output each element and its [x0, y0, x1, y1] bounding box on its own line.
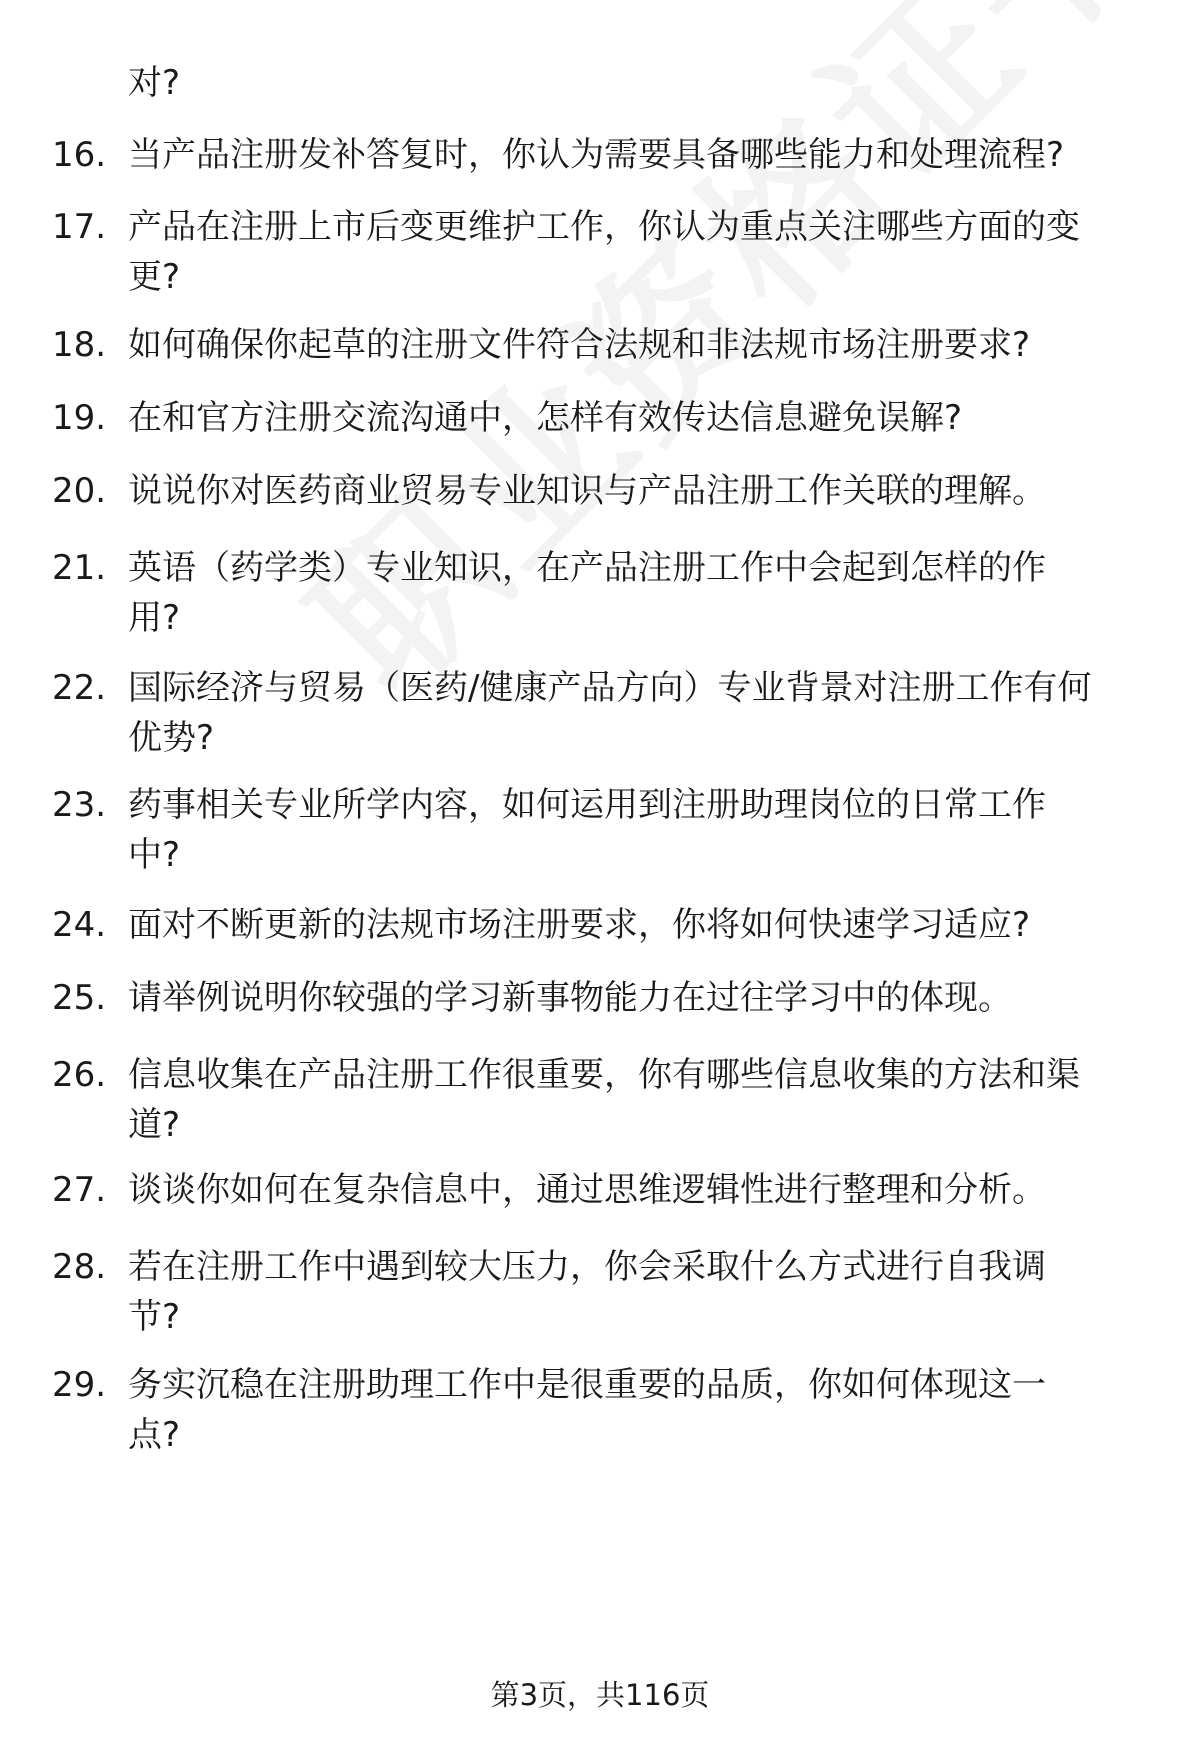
- question-number: 27.: [52, 1170, 107, 1210]
- question-text: 谈谈你如何在复杂信息中，通过思维逻辑性进行整理和分析。: [128, 1170, 1046, 1210]
- question-number: 29.: [52, 1365, 107, 1405]
- question-text: 若在注册工作中遇到较大压力，你会采取什么方式进行自我调 节?: [128, 1247, 1046, 1337]
- question-number: 16.: [52, 135, 107, 175]
- question-number: 24.: [52, 905, 107, 945]
- question-text: 请举例说明你较强的学习新事物能力在过往学习中的体现。: [128, 978, 1012, 1018]
- question-text: 在和官方注册交流沟通中，怎样有效传达信息避免误解?: [128, 398, 963, 438]
- page-footer: 第3页，共116页: [490, 1678, 710, 1712]
- question-number: 25.: [52, 978, 107, 1018]
- question-number: 28.: [52, 1247, 107, 1287]
- question-number: 23.: [52, 785, 107, 825]
- question-text: 务实沉稳在注册助理工作中是很重要的品质，你如何体现这一 点?: [128, 1365, 1046, 1455]
- question-text: 说说你对医药商业贸易专业知识与产品注册工作关联的理解。: [128, 471, 1046, 511]
- question-text: 药事相关专业所学内容，如何运用到注册助理岗位的日常工作 中?: [128, 785, 1046, 875]
- question-number: 21.: [52, 548, 107, 588]
- question-number: 19.: [52, 398, 107, 438]
- question-number: 17.: [52, 207, 107, 247]
- question-number: 26.: [52, 1055, 107, 1095]
- question-text: 英语（药学类）专业知识，在产品注册工作中会起到怎样的作 用?: [128, 548, 1046, 638]
- question-text: 国际经济与贸易（医药/健康产品方向）专业背景对注册工作有何 优势?: [128, 668, 1092, 758]
- continuation-text: 对?: [128, 63, 181, 103]
- question-text: 面对不断更新的法规市场注册要求，你将如何快速学习适应?: [128, 905, 1031, 945]
- question-text: 如何确保你起草的注册文件符合法规和非法规市场注册要求?: [128, 325, 1031, 365]
- question-number: 22.: [52, 668, 107, 708]
- question-number: 18.: [52, 325, 107, 365]
- question-text: 信息收集在产品注册工作很重要，你有哪些信息收集的方法和渠 道?: [128, 1055, 1080, 1145]
- question-text: 当产品注册发补答复时，你认为需要具备哪些能力和处理流程?: [128, 135, 1065, 175]
- question-text: 产品在注册上市后变更维护工作，你认为重点关注哪些方面的变 更?: [128, 207, 1080, 297]
- question-number: 20.: [52, 471, 107, 511]
